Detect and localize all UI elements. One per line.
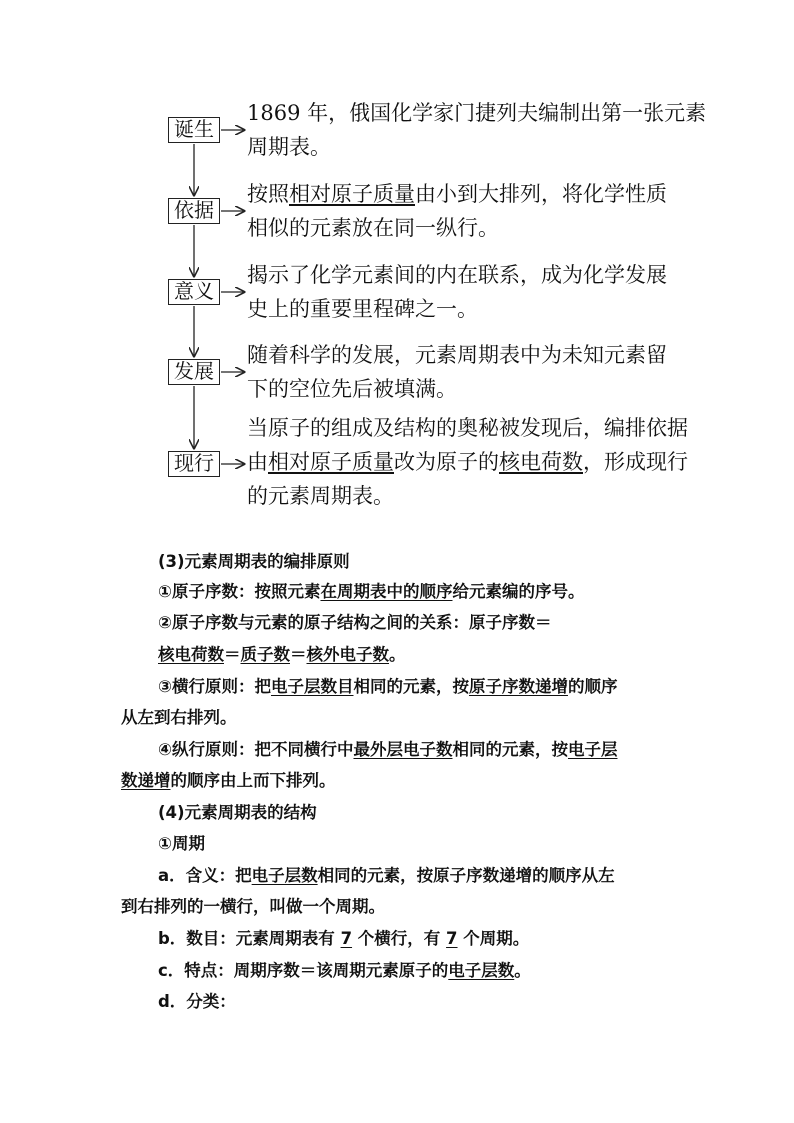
period-heading: ①周期 [158, 834, 205, 853]
flow-desc-basis [247, 177, 667, 245]
flow-desc-line: 的元素周期表。 [247, 484, 394, 508]
flow-desc-line: 随着科学的发展，元素周期表中为未知元素留 [247, 343, 667, 367]
period-meaning-line1: a．含义：把电子层数相同的元素，按原子序数递增的顺序从左 [158, 866, 615, 885]
rule-3-line2: 从左到右排列。 [121, 708, 237, 727]
flow-desc-line: 当原子的组成及结构的奥秘被发现后，编排依据 [247, 416, 688, 440]
flow-desc-line: 由相对原子质量改为原子的核电荷数，形成现行 [247, 450, 688, 474]
rule-1: ①原子序数：按照元素在周期表中的顺序给元素编的序号。 [158, 582, 585, 601]
rule-2-line2: 核电荷数＝质子数＝核外电子数。 [158, 645, 406, 664]
rule-4-line1: ④纵行原则：把不同横行中最外层电子数相同的元素，按电子层 [158, 740, 618, 759]
flow-node-current: 现行 [168, 451, 220, 477]
period-meaning-line2: 到右排列的一横行，叫做一个周期。 [121, 897, 385, 916]
flow-node-development: 发展 [168, 359, 220, 385]
underlined-term: 相对原子质量 [268, 450, 394, 474]
flow-node-birth: 诞生 [168, 117, 220, 143]
underlined-term: 核电荷数 [158, 645, 224, 664]
underlined-term: 电子层 [567, 740, 618, 759]
flow-desc-line: 相似的元素放在同一纵行。 [247, 216, 499, 240]
period-feature: c．特点：周期序数＝该周期元素原子的电子层数。 [158, 961, 531, 980]
rule-2-line1: ②原子序数与元素的原子结构之间的关系：原子序数＝ [158, 613, 552, 632]
underlined-term: 相对原子质量 [289, 182, 415, 206]
flow-desc-line: 按照相对原子质量由小到大排列，将化学性质 [247, 182, 667, 206]
flow-desc-line: 揭示了化学元素间的内在联系，成为化学发展 [247, 263, 667, 287]
underlined-term: 7 [446, 929, 458, 948]
underlined-term: 在周期表中的顺序 [320, 582, 453, 601]
period-classification: d．分类： [158, 992, 236, 1011]
flow-desc-line: 周期表。 [247, 135, 331, 159]
section-4-title: (4)元素周期表的结构 [158, 803, 317, 822]
underlined-term: 数递增 [121, 771, 171, 790]
underlined-term: 电子层数目 [270, 677, 354, 696]
flow-desc-birth [247, 96, 706, 164]
underlined-term: 核电荷数 [499, 450, 583, 474]
underlined-term: 最外层电子数 [353, 740, 453, 759]
flow-desc-development [247, 338, 667, 406]
flow-desc-line: 史上的重要里程碑之一。 [247, 297, 478, 321]
flow-node-basis: 依据 [168, 198, 220, 224]
flow-desc-current [247, 411, 688, 513]
section-3-title: (3)元素周期表的编排原则 [158, 552, 350, 571]
underlined-term: 电子层数 [251, 866, 318, 885]
underlined-term: 7 [340, 929, 353, 948]
underlined-term: 电子层数 [448, 961, 515, 980]
flow-desc-line: 下的空位先后被填满。 [247, 377, 457, 401]
underlined-term: 原子序数递增 [468, 677, 568, 696]
rule-4-line2: 数递增的顺序由上而下排列。 [121, 771, 336, 790]
flow-desc-line: 1869 年，俄国化学家门捷列夫编制出第一张元素 [247, 101, 707, 125]
underlined-term: 质子数 [240, 645, 290, 664]
rule-3-line1: ③横行原则：把电子层数目相同的元素，按原子序数递增的顺序 [158, 677, 618, 696]
flow-node-significance: 意义 [168, 279, 220, 305]
period-count: b．数目：元素周期表有 7 个横行，有 7 个周期。 [158, 929, 530, 948]
underlined-term: 核外电子数 [306, 645, 389, 664]
flow-desc-significance [247, 258, 667, 326]
